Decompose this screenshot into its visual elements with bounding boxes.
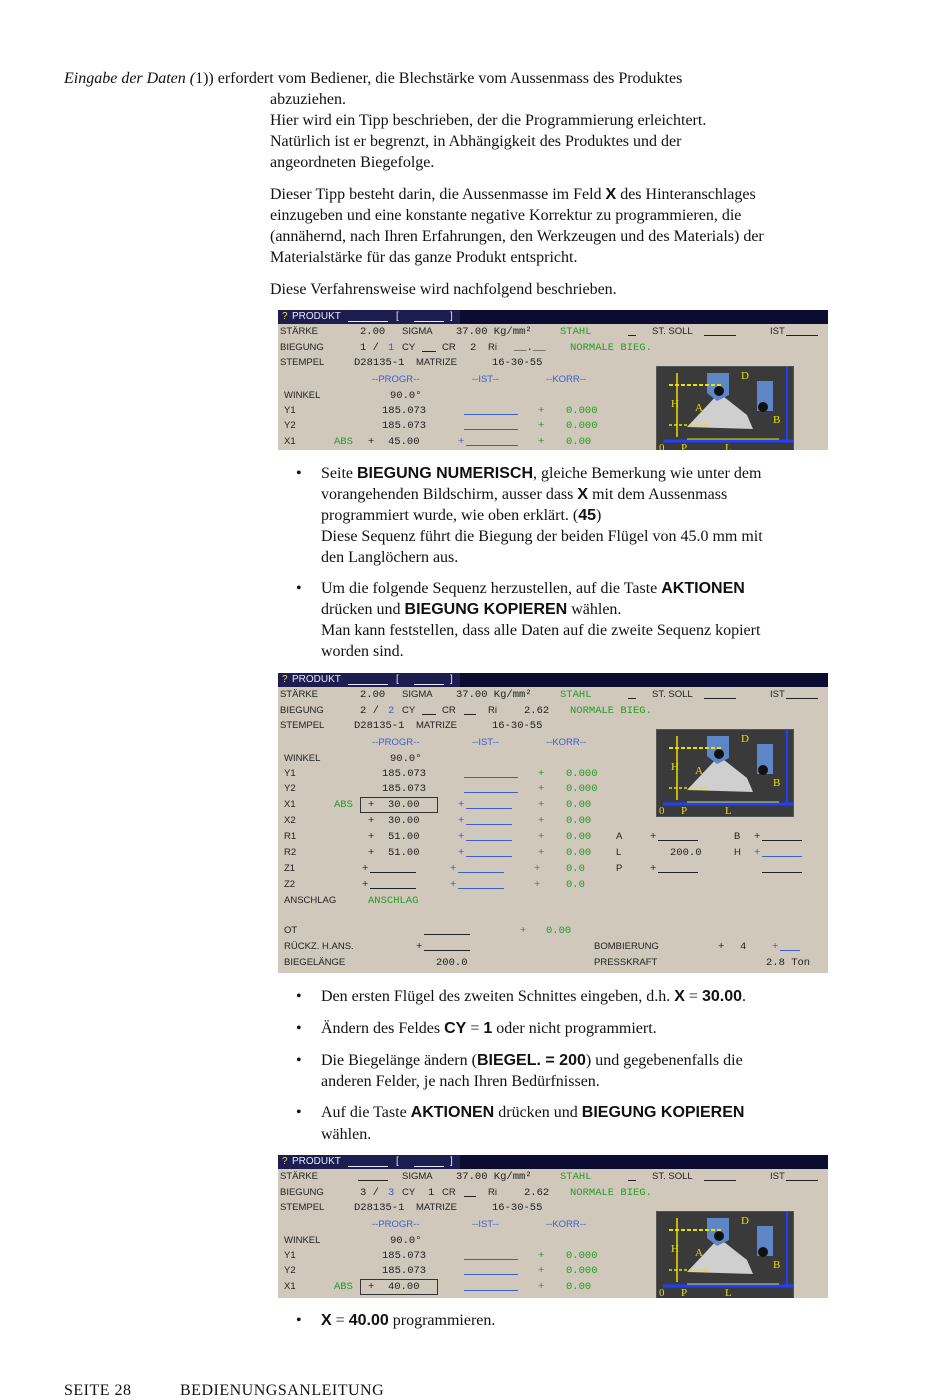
pic-label-b: B: [773, 1259, 781, 1271]
value-l: 200.0: [670, 847, 702, 859]
bullet-bold: 40.00: [348, 1312, 389, 1329]
value-matrize: 16-30-55: [492, 720, 543, 732]
para2-line-1: [270, 184, 756, 205]
label-cr: CR: [442, 342, 456, 353]
korr-x2: 0.00: [566, 815, 592, 827]
label-bombierung: BOMBIERUNG: [594, 941, 659, 952]
bullet-text: programmieren.: [388, 1312, 496, 1329]
value-sigma: 37.00 Kg/mm²: [456, 689, 532, 701]
intro-italic: Eingabe der Daten (: [64, 70, 196, 87]
bullet6-line-1: [321, 1102, 744, 1123]
korr-x1: 0.00: [566, 1281, 592, 1293]
intro-line-2: abzuziehen.: [270, 91, 346, 108]
label-biegung: BIEGUNG: [280, 705, 324, 716]
pic-label-b: B: [773, 414, 781, 426]
label-l: L: [616, 847, 622, 858]
intro-line-1-rest: 1)) erfordert vom Bediener, die Blechstärke vom Aussenmass des Produktes: [195, 70, 683, 87]
para2-text-end: des Hinteranschlages: [616, 186, 756, 203]
label-biegung: BIEGUNG: [280, 1187, 324, 1198]
ist-sign: +: [450, 863, 457, 875]
biegung-number: 2 /: [360, 705, 379, 717]
pic-label-l: L: [725, 805, 732, 816]
bullet4-line-1: [321, 1018, 657, 1039]
label-sigma: SIGMA: [402, 1171, 433, 1182]
material-stahl: STAHL: [560, 689, 592, 701]
korr-sign: +: [538, 847, 545, 859]
biegung-total: 1: [388, 342, 395, 354]
bullet-glyph: •: [296, 1312, 302, 1329]
label-h: H: [734, 847, 741, 858]
bullet2-line-2: [321, 599, 621, 620]
para2-line-3: (annähernd, nach Ihren Erfahrungen, den Werkzeugen und des Materials) der: [270, 228, 764, 245]
korr-sign: +: [538, 405, 545, 417]
bullet-glyph: •: [296, 580, 302, 597]
z2-sign: +: [362, 879, 369, 891]
korr-sign: +: [538, 783, 545, 795]
value-ri: 2.62: [524, 1187, 550, 1199]
screen-header: [278, 1155, 828, 1169]
korr-z1: 0.0: [566, 863, 585, 875]
bullet-text: ): [596, 507, 602, 524]
label-x1: X1: [284, 799, 296, 810]
col-korr: --KORR--: [546, 737, 587, 748]
screen-header: [278, 310, 828, 324]
label-matrize: MATRIZE: [416, 1202, 457, 1213]
label-biegelaenge: BIEGELÄNGE: [284, 957, 346, 968]
value-x2: 30.00: [388, 815, 420, 827]
korr-sign: +: [538, 799, 545, 811]
korr-sign: +: [538, 815, 545, 827]
material-stahl: STAHL: [560, 1171, 592, 1183]
bomb-sign: +: [718, 941, 725, 953]
backgauge-diagram-svg: [657, 730, 793, 816]
pic-label-h: H: [671, 761, 679, 773]
value-staerke: 2.00: [360, 326, 386, 338]
header-bracket: [: [396, 1156, 399, 1167]
footer-page-number: SEITE 28: [64, 1382, 132, 1399]
value-y2: 185.073: [382, 1265, 427, 1277]
bomb-ist-sign: +: [772, 941, 779, 953]
p-sign: +: [650, 863, 657, 875]
bullet-bold: BIEGEL. = 200: [476, 1052, 586, 1069]
ist-sign: +: [458, 799, 465, 811]
col-ist: --IST--: [472, 374, 499, 385]
label-cy: CY: [402, 342, 416, 353]
col-korr: --KORR--: [546, 374, 587, 385]
bullet-text: Den ersten Flügel des zweiten Schnittes eingeben, d.h.: [321, 988, 675, 1005]
label-staerke: STÄRKE: [280, 326, 319, 337]
pic-label-d: D: [741, 370, 749, 382]
header-bracket: ]: [450, 1156, 453, 1167]
label-rueckz: RÜCKZ. H.ANS.: [284, 941, 354, 952]
pic-label-a: A: [695, 402, 703, 414]
col-progr: --PROGR--: [372, 1219, 420, 1230]
intro-line-5: angeordneten Biegefolge.: [270, 154, 435, 171]
label-matrize: MATRIZE: [416, 720, 457, 731]
label-cr: CR: [442, 705, 456, 716]
bullet7-line-1: [321, 1310, 495, 1331]
pic-label-p: P: [681, 442, 688, 450]
abs-mode: ABS: [334, 436, 353, 448]
label-ist: IST: [770, 326, 785, 337]
r1-sign: +: [368, 831, 375, 843]
value-matrize: 16-30-55: [492, 357, 543, 369]
label-winkel: WINKEL: [284, 1235, 321, 1246]
col-ist: --IST--: [472, 1219, 499, 1230]
label-y2: Y2: [284, 420, 296, 431]
bullet2-line-1: [321, 578, 745, 599]
bullet3-line-1: [321, 986, 746, 1007]
bullet-text: Seite: [321, 465, 357, 482]
biegung-total: 2: [388, 705, 395, 717]
korr-y2: 0.000: [566, 420, 598, 432]
korr-r2: 0.00: [566, 847, 592, 859]
label-ri: Ri: [488, 705, 497, 716]
value-x1: 30.00: [388, 799, 420, 811]
korr-sign: +: [534, 863, 541, 875]
bullet-text: mit dem Aussenmass: [588, 486, 728, 503]
bullet-bold: 45: [578, 507, 597, 524]
korr-sign: +: [534, 879, 541, 891]
bullet-text: vorangehenden Bildschirm, ausser dass: [321, 486, 578, 503]
value-cr: 2: [470, 342, 477, 354]
value-winkel: 90.0°: [390, 390, 422, 402]
bullet-bold: AKTIONEN: [410, 1104, 495, 1121]
col-progr: --PROGR--: [372, 737, 420, 748]
bend-type: NORMALE BIEG.: [570, 1187, 652, 1199]
value-sigma: 37.00 Kg/mm²: [456, 326, 532, 338]
bullet-bold: BIEGUNG NUMERISCH: [357, 465, 534, 482]
value-stempel: D28135-1: [354, 720, 405, 732]
b-sign: +: [754, 831, 761, 843]
value-ri: __.__: [514, 342, 546, 354]
col-progr: --PROGR--: [372, 374, 420, 385]
header-produkt: PRODUKT: [292, 1156, 341, 1167]
bullet-text: , gleiche Bemerkung wie unter dem: [533, 465, 762, 482]
backgauge-diagram: [656, 1211, 794, 1298]
pic-label-d: D: [741, 1215, 749, 1227]
value-x1: 45.00: [388, 436, 420, 448]
label-x2: X2: [284, 815, 296, 826]
label-y2: Y2: [284, 1265, 296, 1276]
z1-sign: +: [362, 863, 369, 875]
label-ist: IST: [770, 1171, 785, 1182]
value-sigma: 37.00 Kg/mm²: [456, 1171, 532, 1183]
footer-title: BEDIENUNGSANLEITUNG: [180, 1382, 385, 1399]
ist-sign: +: [458, 436, 465, 448]
bullet-text: ) und gegebenenfalls die: [585, 1052, 743, 1069]
label-y1: Y1: [284, 768, 296, 779]
label-biegung: BIEGUNG: [280, 342, 324, 353]
bullet1-line-5: den Langlöchern aus.: [321, 549, 459, 566]
bullet-text: programmiert wurde, wie oben erklärt. (: [321, 507, 579, 524]
pic-label-p: P: [681, 1287, 688, 1298]
label-ri: Ri: [488, 342, 497, 353]
korr-sign: +: [538, 420, 545, 432]
value-y2: 185.073: [382, 783, 427, 795]
intro-line-1: [64, 68, 682, 89]
bullet-bold: X: [577, 486, 589, 503]
abs-mode: ABS: [334, 1281, 353, 1293]
bullet1-line-3: [321, 505, 601, 526]
label-r2: R2: [284, 847, 297, 858]
bullet-bold: CY: [444, 1020, 467, 1037]
bullet-text: =: [331, 1312, 349, 1329]
label-staerke: STÄRKE: [280, 689, 319, 700]
bullet-bold: X: [321, 1312, 332, 1329]
label-cr: CR: [442, 1187, 456, 1198]
pic-label-l: L: [725, 1287, 732, 1298]
bullet1-line-2: [321, 484, 727, 505]
label-y2: Y2: [284, 783, 296, 794]
value-y2: 185.073: [382, 420, 427, 432]
label-ri: Ri: [488, 1187, 497, 1198]
pic-label-0: 0: [659, 1287, 665, 1298]
korr-sign: +: [538, 436, 545, 448]
material-stahl: STAHL: [560, 326, 592, 338]
korr-y2: 0.000: [566, 1265, 598, 1277]
ist-sign: +: [458, 847, 465, 859]
label-anschlag: ANSCHLAG: [284, 895, 337, 906]
korr-z2: 0.0: [566, 879, 585, 891]
korr-sign: +: [538, 768, 545, 780]
korr-sign: +: [538, 1250, 545, 1262]
intro-line-4: Natürlich ist er begrenzt, in Abhängigkeit des Produktes und der: [270, 133, 682, 150]
bullet-text: Auf die Taste: [321, 1104, 411, 1121]
bullet-text: drücken und: [494, 1104, 582, 1121]
pic-label-0: 0: [659, 805, 665, 816]
pic-label-p: P: [681, 805, 688, 816]
korr-y1: 0.000: [566, 768, 598, 780]
label-cy: CY: [402, 705, 416, 716]
biegung-number: 1 /: [360, 342, 379, 354]
value-matrize: 16-30-55: [492, 1202, 543, 1214]
bullet-text: Ändern des Feldes: [321, 1020, 445, 1037]
label-st-soll: ST. SOLL: [652, 326, 693, 337]
bullet-text: =: [466, 1020, 484, 1037]
header-produkt: PRODUKT: [292, 674, 341, 685]
label-ot: OT: [284, 925, 298, 936]
label-z1: Z1: [284, 863, 296, 874]
bullet-glyph: •: [296, 988, 302, 1005]
label-y1: Y1: [284, 405, 296, 416]
value-r1: 51.00: [388, 831, 420, 843]
value-ri: 2.62: [524, 705, 550, 717]
korr-ot: 0.00: [546, 925, 572, 937]
bullet-text: .: [742, 988, 746, 1005]
para2-line-4: Materialstärke für das ganze Produkt entspricht.: [270, 249, 578, 266]
bullet-bold: BIEGUNG KOPIEREN: [404, 601, 568, 618]
value-cy: 1: [428, 1187, 435, 1199]
label-sigma: SIGMA: [402, 689, 433, 700]
bullet-bold: 30.00: [701, 988, 742, 1005]
pic-label-0: 0: [659, 442, 665, 450]
value-presskraft: 2.8 Ton: [766, 957, 811, 969]
x2-sign: +: [368, 815, 375, 827]
pic-label-b: B: [773, 777, 781, 789]
label-presskraft: PRESSKRAFT: [594, 957, 658, 968]
label-matrize: MATRIZE: [416, 357, 457, 368]
bullet-bold: 1: [483, 1020, 493, 1037]
value-stempel: D28135-1: [354, 357, 405, 369]
screen-header: [278, 673, 828, 687]
korr-sign: +: [538, 1281, 545, 1293]
bullet1-line-4: Diese Sequenz führt die Biegung der beiden Flügel von 45.0 mm mit: [321, 528, 763, 545]
para3: Diese Verfahrensweise wird nachfolgend beschrieben.: [270, 281, 617, 298]
cnc-screen-3: [278, 1155, 828, 1298]
label-z2: Z2: [284, 879, 296, 890]
x1-sign: +: [368, 799, 375, 811]
biegung-total: 3: [388, 1187, 395, 1199]
value-anschlag: ANSCHLAG: [368, 895, 419, 907]
value-winkel: 90.0°: [390, 753, 422, 765]
bullet-text: wählen.: [567, 601, 622, 618]
bullet-text: drücken und: [321, 601, 405, 618]
bullet-bold: AKTIONEN: [661, 580, 745, 597]
a-sign: +: [650, 831, 657, 843]
h-sign: +: [754, 847, 761, 859]
label-ist: IST: [770, 689, 785, 700]
help-icon: ?: [282, 311, 288, 322]
para2-text: Dieser Tipp besteht darin, die Aussenmasse im Feld: [270, 186, 606, 203]
korr-y2: 0.000: [566, 783, 598, 795]
cnc-screen-1: [278, 310, 828, 450]
pic-label-a: A: [695, 765, 703, 777]
korr-x1: 0.00: [566, 799, 592, 811]
cnc-screen-2: [278, 673, 828, 973]
header-produkt: PRODUKT: [292, 311, 341, 322]
bullet1-line-1: [321, 463, 761, 484]
bullet-glyph: •: [296, 1052, 302, 1069]
header-bracket: [: [396, 674, 399, 685]
x1-sign: +: [368, 436, 375, 448]
help-icon: ?: [282, 1156, 288, 1167]
label-b: B: [734, 831, 741, 842]
korr-x1: 0.00: [566, 436, 592, 448]
label-x1: X1: [284, 1281, 296, 1292]
bullet2-line-3: Man kann feststellen, dass alle Daten auf die zweite Sequenz kopiert: [321, 622, 761, 639]
value-x1: 40.00: [388, 1281, 420, 1293]
bullet-text: oder nicht programmiert.: [492, 1020, 657, 1037]
ist-sign: +: [458, 831, 465, 843]
value-y1: 185.073: [382, 405, 427, 417]
bullet-glyph: •: [296, 1104, 302, 1121]
label-st-soll: ST. SOLL: [652, 1171, 693, 1182]
label-r1: R1: [284, 831, 297, 842]
bullet-glyph: •: [296, 1020, 302, 1037]
bullet5-line-1: [321, 1050, 743, 1071]
bullet5-line-2: anderen Felder, je nach Ihren Bedürfnissen.: [321, 1073, 600, 1090]
bullet-glyph: •: [296, 465, 302, 482]
label-stempel: STEMPEL: [280, 720, 325, 731]
label-winkel: WINKEL: [284, 390, 321, 401]
backgauge-diagram: [656, 729, 794, 817]
backgauge-diagram-svg: [657, 367, 793, 450]
abs-mode: ABS: [334, 799, 353, 811]
label-a: A: [616, 831, 623, 842]
pic-label-a: A: [695, 1247, 703, 1259]
value-r2: 51.00: [388, 847, 420, 859]
backgauge-diagram: [656, 366, 794, 450]
korr-sign: +: [538, 1265, 545, 1277]
para2-line-2: einzugeben und eine konstante negative Korrektur zu programmieren, die: [270, 207, 742, 224]
bullet6-line-2: wählen.: [321, 1126, 372, 1143]
korr-y1: 0.000: [566, 405, 598, 417]
label-p: P: [616, 863, 623, 874]
pic-label-d: D: [741, 733, 749, 745]
value-stempel: D28135-1: [354, 1202, 405, 1214]
label-y1: Y1: [284, 1250, 296, 1261]
bullet-text: Die Biegelänge ändern (: [321, 1052, 477, 1069]
value-staerke: 2.00: [360, 689, 386, 701]
biegung-number: 3 /: [360, 1187, 379, 1199]
header-bracket: [: [396, 311, 399, 322]
korr-y1: 0.000: [566, 1250, 598, 1262]
pic-label-l: L: [725, 442, 732, 450]
r2-sign: +: [368, 847, 375, 859]
help-icon: ?: [282, 674, 288, 685]
label-st-soll: ST. SOLL: [652, 689, 693, 700]
value-biegelaenge: 200.0: [436, 957, 468, 969]
pic-label-h: H: [671, 398, 679, 410]
pic-label-h: H: [671, 1243, 679, 1255]
ist-sign: +: [450, 879, 457, 891]
value-winkel: 90.0°: [390, 1235, 422, 1247]
korr-sign: +: [520, 925, 527, 937]
label-winkel: WINKEL: [284, 753, 321, 764]
col-ist: --IST--: [472, 737, 499, 748]
value-y1: 185.073: [382, 768, 427, 780]
bullet-bold: BIEGUNG KOPIEREN: [581, 1104, 745, 1121]
label-stempel: STEMPEL: [280, 1202, 325, 1213]
bend-type: NORMALE BIEG.: [570, 342, 652, 354]
label-cy: CY: [402, 1187, 416, 1198]
ist-sign: +: [458, 815, 465, 827]
col-korr: --KORR--: [546, 1219, 587, 1230]
label-staerke: STÄRKE: [280, 1171, 319, 1182]
rueckz-sign: +: [416, 941, 423, 953]
label-x1: X1: [284, 436, 296, 447]
x1-sign: +: [368, 1281, 375, 1293]
label-stempel: STEMPEL: [280, 357, 325, 368]
backgauge-diagram-svg: [657, 1212, 793, 1298]
bullet2-line-4: worden sind.: [321, 643, 404, 660]
bend-type: NORMALE BIEG.: [570, 705, 652, 717]
bullet-bold: X: [674, 988, 685, 1005]
label-sigma: SIGMA: [402, 326, 433, 337]
header-bracket: ]: [450, 311, 453, 322]
intro-line-3: Hier wird ein Tipp beschrieben, der die Programmierung erleichtert.: [270, 112, 707, 129]
value-y1: 185.073: [382, 1250, 427, 1262]
bullet-text: =: [684, 988, 702, 1005]
bullet-text: Um die folgende Sequenz herzustellen, auf die Taste: [321, 580, 662, 597]
value-bombierung: 4: [740, 941, 747, 953]
korr-r1: 0.00: [566, 831, 592, 843]
header-bracket: ]: [450, 674, 453, 685]
korr-sign: +: [538, 831, 545, 843]
para2-bold-x: X: [605, 186, 617, 203]
